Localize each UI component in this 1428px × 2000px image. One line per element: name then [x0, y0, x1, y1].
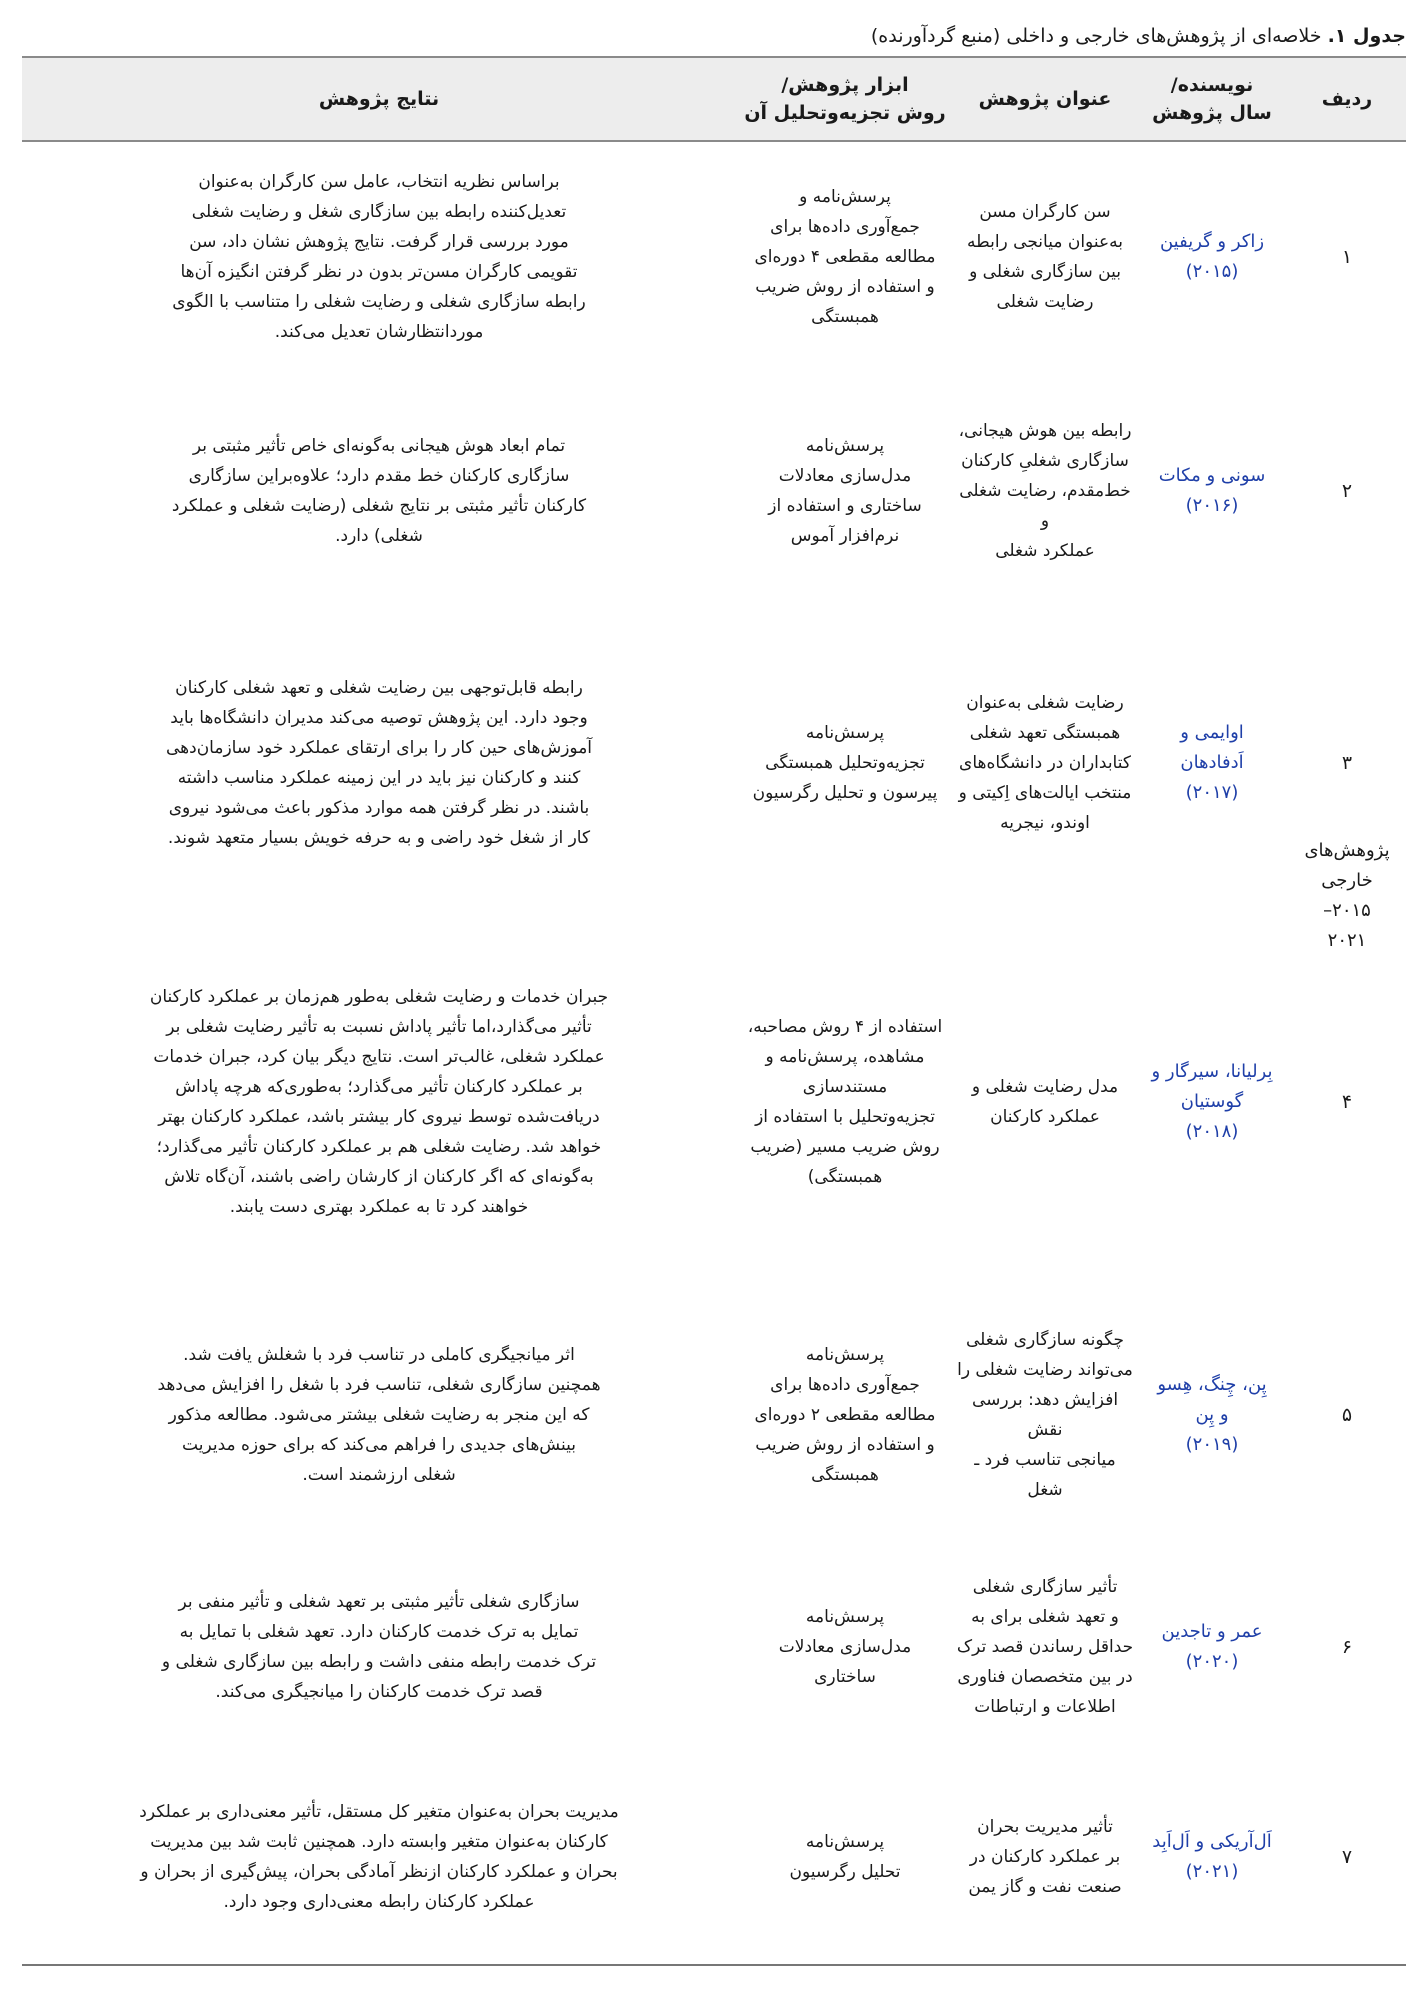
title-cell-line: عملکرد کارکنان — [990, 1107, 1100, 1127]
title-cell-line: تأثیر سازگاری شغلی — [972, 1577, 1118, 1597]
results-cell-line: بینش‌های جدیدی را فراهم می‌کند که برای حوزه مدیریت — [182, 1434, 576, 1455]
row-number — [1288, 1754, 1406, 1960]
author-cell-line: (۲۰۱۵) — [1185, 260, 1239, 282]
title-cell-line: بر عملکرد کارکنان در — [969, 1847, 1121, 1867]
author-cell-line: اَدفادهان — [1180, 752, 1244, 773]
author-cell — [1136, 918, 1288, 1286]
results-cell-line: جبران خدمات و رضایت شغلی به‌طور هم‌زمان بر عملکرد کارکنان — [149, 987, 609, 1007]
results-cell — [22, 612, 736, 914]
author-cell-line: گوستیان — [1180, 1091, 1244, 1112]
title-cell-line: همبستگی تعهد شغلی — [969, 723, 1121, 743]
group-label-line: پژوهش‌های — [1304, 840, 1390, 861]
title-cell-line: کتابداران در دانشگاه‌های — [959, 753, 1131, 773]
results-cell-line: شغلی ارزشمند است. — [302, 1464, 456, 1485]
title-cell-line: اطلاعات و ارتباطات — [974, 1697, 1116, 1717]
header-tool-line: ابزار پژوهش/ — [781, 74, 909, 96]
research-table — [22, 56, 1406, 1974]
results-cell-line: به‌گونه‌ای که اگر کارکنان از کارشان راضی باشند، آن‌گاه تلاش — [164, 1167, 594, 1187]
author-cell-line: سونی و مکات — [1158, 465, 1266, 486]
row-number-line: ۷ — [1341, 1846, 1353, 1868]
tool-cell-line: مدل‌سازی معادلات — [778, 1637, 912, 1657]
caption-label: جدول ۱. — [1327, 25, 1406, 47]
header-results-label: نتایج پژوهش — [318, 88, 440, 110]
title-cell — [954, 142, 1136, 371]
results-cell-line: عملکرد کارکنان رابطه معنی‌داری وجود دارد. — [223, 1892, 535, 1912]
title-cell-line: رضایت شغلی — [996, 291, 1094, 312]
title-cell-line: منتخب ایالت‌های اِکیتی و — [958, 783, 1132, 803]
title-cell — [954, 612, 1136, 914]
author-cell-line: (۲۰۲۰) — [1185, 1651, 1239, 1672]
header-row-label: ردیف — [1321, 88, 1373, 110]
title-cell-line: خط‌مقدم، رضایت شغلی و — [959, 481, 1131, 531]
author-cell-line: (۲۰۱۷) — [1185, 782, 1239, 803]
tool-cell-line: جمع‌آوری داده‌ها برای — [770, 1374, 920, 1395]
author-cell-line: زاکر و گریفین — [1159, 230, 1265, 252]
header-author-line: نویسنده/ — [1170, 74, 1254, 96]
row-number-line: ۴ — [1341, 1091, 1353, 1113]
tool-cell-line: مطالعه مقطعی ۴ دوره‌ای — [754, 246, 936, 267]
results-cell-line: شغلی) دارد. — [335, 526, 423, 546]
row-number-line: ۱ — [1341, 245, 1353, 268]
tool-cell-line: پرسش‌نامه — [805, 436, 885, 456]
title-cell — [954, 1289, 1136, 1540]
tool-cell-line: استفاده از ۴ روش مصاحبه، — [747, 1017, 943, 1037]
results-cell-line: بر عملکرد کارکنان تأثیر می‌گذارد؛ به‌طوری‌که هرچه پاداش — [175, 1077, 583, 1097]
results-cell-line: رابطه سازگاری شغلی و رضایت شغلی را متناسب با الگوی — [172, 291, 586, 312]
author-cell-line: (۲۰۱۶) — [1185, 495, 1239, 516]
header-row-number — [1288, 58, 1406, 140]
row-number-line: ۳ — [1341, 752, 1353, 774]
results-cell-line: ترک خدمت رابطه منفی داشت و رابطه بین سازگاری شغلی و — [161, 1652, 597, 1672]
row-number-line: ۲ — [1341, 480, 1353, 502]
header-author-line: سال پژوهش — [1152, 102, 1272, 124]
results-cell-line: موردانتظارشان تعدیل می‌کند. — [274, 321, 484, 342]
results-cell-line: سازگاری کارکنان خط مقدم دارد؛ علاوه‌براین سازگاری — [188, 466, 570, 486]
tool-cell-line: تجزیه‌وتحلیل همبستگی — [765, 753, 925, 773]
tool-cell — [736, 374, 954, 608]
author-cell — [1136, 1289, 1288, 1540]
results-cell-line: کار از شغل خود راضی و به حرفه خویش بسیار متعهد شوند. — [167, 828, 591, 848]
tool-cell-line: تجزیه‌وتحلیل با استفاده از — [755, 1107, 935, 1127]
results-cell — [22, 1754, 736, 1960]
header-tool — [736, 58, 954, 140]
title-cell-line: می‌تواند رضایت شغلی را — [957, 1359, 1133, 1380]
tool-cell-line: مدل‌سازی معادلات — [778, 466, 912, 486]
tool-cell — [736, 1543, 954, 1751]
results-cell — [22, 142, 736, 371]
results-cell-line: خواهند کرد تا به عملکرد بهتری دست یابند. — [229, 1197, 529, 1217]
tool-cell-line: تحلیل رگرسیون — [789, 1862, 901, 1882]
results-cell-line: کارکنان به‌عنوان متغیر وابسته دارد. همچنین ثابت شد بین مدیریت — [150, 1832, 608, 1852]
title-cell — [954, 918, 1136, 1286]
results-cell-line: تأثیر می‌گذارد،اما تأثیر پاداش نسبت به تأثیر رضایت شغلی بر — [166, 1017, 592, 1037]
results-cell-line: مورد بررسی قرار گرفت. نتایج پژوهش نشان داد، سن — [189, 231, 569, 252]
title-cell — [954, 374, 1136, 608]
table-bottom-rule — [22, 1964, 1406, 1966]
title-cell-line: عملکرد شغلی — [995, 541, 1095, 561]
tool-cell-line: همبستگی — [811, 306, 879, 327]
tool-cell-line: جمع‌آوری داده‌ها برای — [770, 216, 920, 237]
header-author — [1136, 58, 1288, 140]
tool-cell — [736, 142, 954, 371]
row-number-line: ۶ — [1341, 1636, 1353, 1658]
tool-cell-line: ساختاری — [814, 1667, 876, 1687]
tool-cell-line: پرسش‌نامه — [805, 1832, 885, 1852]
results-cell-line: تقویمی کارگران مسن‌تر بدون در نظر گرفتن انگیزه آن‌ها — [180, 261, 578, 282]
author-cell-line: (۲۰۱۸) — [1185, 1121, 1239, 1142]
row-number — [1288, 1289, 1406, 1540]
title-cell-line: تأثیر مدیریت بحران — [977, 1817, 1113, 1837]
author-cell-line: اوایمی و — [1180, 722, 1244, 743]
results-cell-line: تعدیل‌کننده رابطه بین سازگاری شغل و رضایت شغلی — [191, 201, 567, 222]
author-cell-line: (۲۰۲۱) — [1185, 1861, 1239, 1882]
page — [22, 16, 1406, 1974]
title-cell-line: حداقل رساندن قصد ترک — [956, 1637, 1134, 1657]
author-cell-line: بِرلیانا، سیرگار و — [1151, 1061, 1273, 1082]
results-cell-line: آموزش‌های حین کار را برای ارتقای عملکرد خود سازمان‌دهی — [165, 738, 593, 758]
title-cell-line: به‌عنوان میانجی رابطه — [967, 231, 1123, 252]
row-number — [1288, 374, 1406, 608]
results-cell — [22, 918, 736, 1286]
title-cell-line: چگونه سازگاری شغلی — [966, 1329, 1124, 1350]
tool-cell-line: ساختاری و استفاده از — [768, 496, 922, 516]
title-cell — [954, 1754, 1136, 1960]
author-cell-line: و پِن — [1195, 1403, 1229, 1425]
results-cell-line: که این منجر به رضایت شغلی بیشتر می‌شود. مطالعه مذکور — [168, 1404, 590, 1425]
results-cell-line: تمایل به ترک خدمت کارکنان دارد. تعهد شغلی با تمایل به — [179, 1622, 579, 1642]
author-cell-line: اَل‌آریکی و اَل‌اَبِد — [1152, 1831, 1272, 1852]
tool-cell-line: مطالعه مقطعی ۲ دوره‌ای — [754, 1404, 936, 1425]
title-cell-line: اوندو، نیجریه — [1000, 813, 1090, 833]
header-tool-line: روش تجزیه‌وتحلیل آن — [744, 102, 946, 124]
results-cell-line: عملکرد شغلی، غالب‌تر است. نتایج دیگر بیان کرد، جبران خدمات — [153, 1047, 605, 1067]
author-cell — [1136, 612, 1288, 914]
row-number — [1288, 612, 1406, 914]
results-cell-line: بحران و عملکرد کارکنان ازنظر آمادگی بحران، پیش‌گیری از بحران و — [140, 1862, 618, 1882]
group-label-line: خارجی — [1321, 870, 1373, 891]
tool-cell-line: روش ضریب مسیر (ضریب — [750, 1137, 940, 1157]
results-cell-line: کارکنان تأثیر مثبتی بر نتایج شغلی (رضایت شغلی و عملکرد — [171, 496, 587, 516]
author-cell-line: عمر و تاجدین — [1161, 1621, 1263, 1642]
author-cell — [1136, 1543, 1288, 1751]
results-cell-line: وجود دارد. این پژوهش توصیه می‌کند مدیران دانشگاه‌ها باید — [170, 708, 588, 728]
header-title-label: عنوان پژوهش — [978, 88, 1112, 110]
results-cell-line: تمام ابعاد هوش هیجانی به‌گونه‌ای خاص تأثیر مثبتی بر — [192, 436, 566, 456]
author-cell-line: (۲۰۱۹) — [1185, 1433, 1239, 1455]
group-label-line: ۲۰۱۵– — [1323, 900, 1371, 921]
results-cell-line: رابطه قابل‌توجهی بین رضایت شغلی و تعهد شغلی کارکنان — [175, 678, 583, 698]
results-cell-line: خواهد شد. رضایت شغلی هم بر عملکرد کارکنان تأثیر می‌گذارد؛ — [156, 1137, 602, 1157]
header-title — [954, 58, 1136, 140]
caption-text: خلاصه‌ای از پژوهش‌های خارجی و داخلی (منبع گردآورنده) — [870, 25, 1322, 47]
tool-cell-line: مشاهده، پرسش‌نامه و — [765, 1047, 925, 1067]
title-cell-line: صنعت نفت و گاز یمن — [968, 1877, 1122, 1897]
header-results — [22, 58, 736, 140]
row-number — [1288, 142, 1406, 371]
tool-cell-line: پرسش‌نامه — [805, 1344, 885, 1365]
results-cell-line: مدیریت بحران به‌عنوان متغیر کل مستقل، تأثیر معنی‌داری بر عملکرد — [139, 1802, 619, 1822]
title-cell-line: رابطه بین هوش هیجانی، — [958, 421, 1132, 441]
author-cell-line: پِن، چِنگ، هِسو — [1157, 1373, 1267, 1395]
tool-cell-line: پرسش‌نامه — [805, 723, 885, 743]
results-cell-line: سازگاری شغلی تأثیر مثبتی بر تعهد شغلی و تأثیر منفی بر — [178, 1592, 580, 1612]
title-cell — [954, 1543, 1136, 1751]
group-label-line: ۲۰۲۱ — [1327, 930, 1367, 951]
tool-cell-line: پیرسون و تحلیل رگرسیون — [752, 783, 938, 803]
results-cell-line: همچنین سازگاری شغلی، تناسب فرد با شغل را افزایش می‌دهد — [157, 1374, 601, 1395]
title-cell-line: سازگاری شغلیِ کارکنان — [961, 451, 1129, 471]
title-cell-line: سن کارگران مسن — [979, 201, 1111, 222]
tool-cell — [736, 1754, 954, 1960]
results-cell-line: کنند و کارکنان نیز باید در این زمینه عملکرد مناسب داشته — [177, 768, 581, 788]
tool-cell-line: پرسش‌نامه — [805, 1607, 885, 1627]
title-cell-line: و تعهد شغلی برای به — [971, 1607, 1119, 1627]
title-cell-line: مدل رضایت شغلی و — [971, 1077, 1119, 1097]
author-cell — [1136, 374, 1288, 608]
row-number-line: ۵ — [1341, 1403, 1353, 1426]
author-cell — [1136, 1754, 1288, 1960]
table-header — [22, 58, 1406, 140]
tool-cell-line: و استفاده از روش ضریب — [755, 1434, 935, 1455]
results-cell-line: دریافت‌شده توسط نیروی کار بیشتر باشد، عملکرد کارکنان بهتر — [158, 1107, 600, 1127]
title-cell-line: رضایت شغلی به‌عنوان — [966, 693, 1124, 713]
tool-cell — [736, 1289, 954, 1540]
row-number — [1288, 918, 1406, 1286]
tool-cell-line: همبستگی — [811, 1464, 879, 1485]
results-cell-line: قصد ترک خدمت کارکنان را میانجیگری می‌کند. — [215, 1682, 543, 1702]
results-cell-line: براساس نظریه انتخاب، عامل سن کارگران به‌عنوان — [198, 171, 560, 192]
tool-cell-line: همبستگی) — [807, 1167, 883, 1187]
tool-cell-line: مستندسازی — [802, 1077, 888, 1097]
author-cell — [1136, 142, 1288, 371]
results-cell — [22, 1289, 736, 1540]
tool-cell-line: نرم‌افزار آموس — [790, 526, 900, 546]
row-number — [1288, 1543, 1406, 1751]
title-cell-line: میانجی تناسب فرد ـ شغل — [974, 1449, 1116, 1500]
results-cell-line: باشند. در نظر گرفتن همه موارد مذکور باعث می‌شود نیروی — [168, 798, 590, 818]
tool-cell-line: پرسش‌نامه و — [799, 186, 891, 207]
tool-cell — [736, 918, 954, 1286]
results-cell-line: اثر میانجیگری کاملی در تناسب فرد با شغلش یافت شد. — [183, 1344, 575, 1365]
results-cell — [22, 374, 736, 608]
title-cell-line: افزایش دهد: بررسی نقش — [971, 1389, 1119, 1440]
tool-cell — [736, 612, 954, 914]
results-cell — [22, 1543, 736, 1751]
table-caption — [22, 16, 1406, 56]
tool-cell-line: و استفاده از روش ضریب — [755, 276, 935, 297]
title-cell-line: بین سازگاری شغلی و — [969, 261, 1121, 282]
title-cell-line: در بین متخصصان فناوری — [957, 1667, 1133, 1687]
